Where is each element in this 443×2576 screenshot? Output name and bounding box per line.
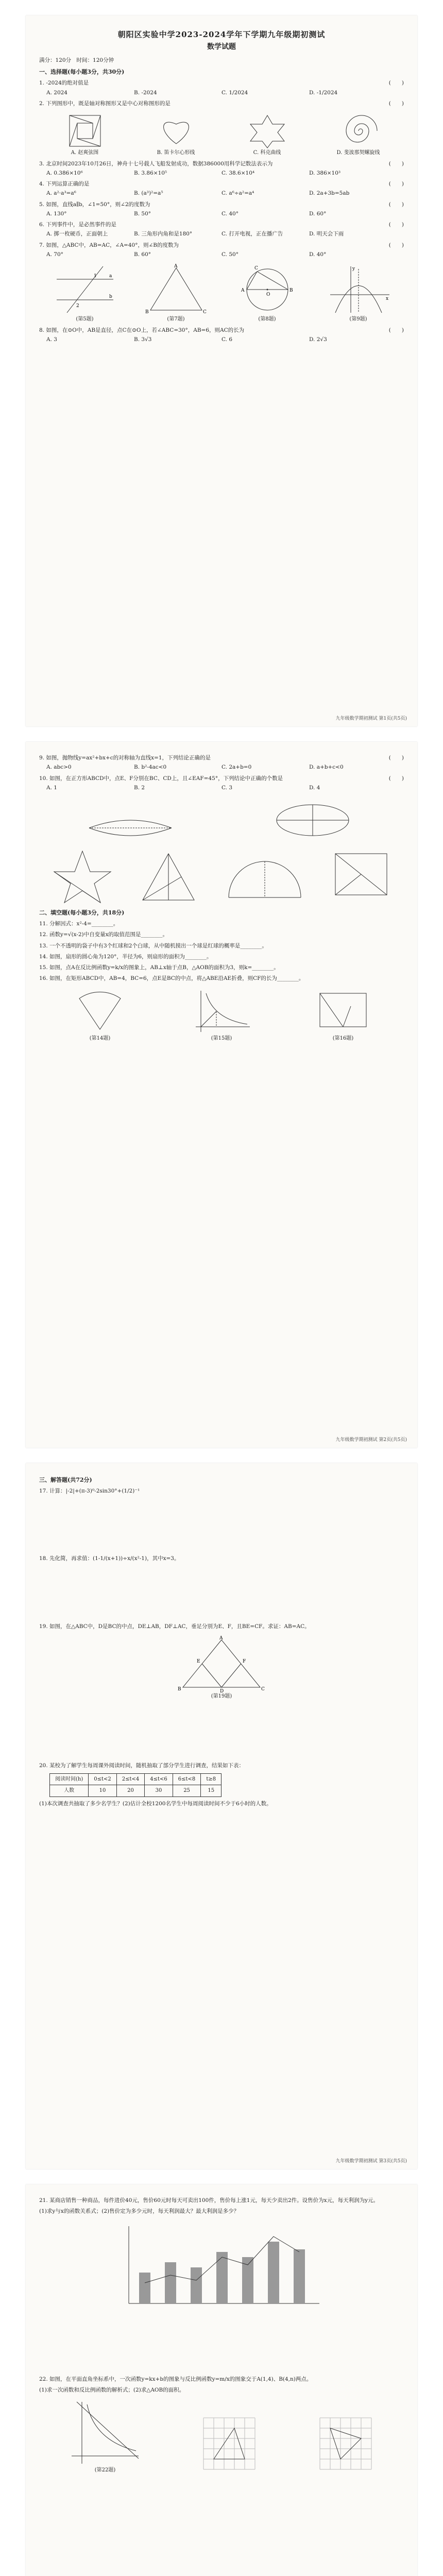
chart-bar bbox=[268, 2242, 279, 2303]
coordinate-grid-diagram bbox=[66, 2399, 144, 2466]
star-geometry-diagram bbox=[52, 849, 113, 905]
figure-q8: A B C O (第8题) bbox=[234, 264, 301, 324]
semicircle-diagram bbox=[224, 849, 306, 905]
exam-meta: 满分：120分 时间：120分钟 bbox=[39, 57, 114, 63]
question-5-options: A. 130° B. 50° C. 40° D. 60° bbox=[46, 210, 327, 217]
page-1-figures bbox=[39, 264, 404, 324]
question-10: 10. 如图，在正方形ABCD中，点E、F分别在BC、CD上，且∠EAF=45°，下列结论中正确的个数是 ( ) bbox=[39, 775, 404, 782]
figure-q9: x y (第9题) bbox=[325, 264, 392, 324]
svg-text:B: B bbox=[178, 1686, 181, 1692]
svg-text:a: a bbox=[109, 274, 112, 279]
reading-time-table bbox=[49, 1773, 222, 1797]
svg-text:x: x bbox=[385, 296, 388, 302]
question-2-figures bbox=[39, 113, 404, 157]
svg-text:C: C bbox=[202, 310, 207, 315]
question-22: 22. 如图，在平面直角坐标系中，一次函数y=kx+b的图象与反比例函数y=m/x的图象交于A(1,4)、B(4,n)两点。 bbox=[39, 2376, 312, 2382]
bar-line-chart bbox=[113, 2221, 330, 2314]
page-footer: 九年级数学期初测试 第1页(共5页) bbox=[335, 716, 407, 721]
page-2-figures-bottom bbox=[39, 988, 404, 1043]
svg-text:y: y bbox=[352, 266, 355, 272]
exam-subject: 数学试题 bbox=[207, 43, 236, 52]
figure-arc bbox=[84, 797, 177, 843]
svg-text:D: D bbox=[220, 1688, 224, 1692]
question-19: 19. 如图，在△ABC中，D是BC的中点，DE⊥AB，DF⊥AC，垂足分别为E、F，且BE=CF。求证：AB=AC。 bbox=[39, 1623, 310, 1630]
question-9-options: A. abc>0 B. b²-4ac<0 C. 2a+b=0 D. a+b+c<0 bbox=[46, 764, 344, 771]
page-3-figures bbox=[39, 1636, 404, 1701]
triangle-construction-diagram bbox=[138, 849, 199, 905]
page-footer: 九年级数学期初测试 第2页(共5页) bbox=[335, 1437, 407, 1443]
answer-space[interactable] bbox=[39, 2316, 404, 2372]
chart-bar bbox=[191, 2267, 202, 2303]
question-12: 12. 函数y=√(x-2)中自变量x的取值范围是________。 bbox=[39, 931, 168, 938]
answer-space[interactable] bbox=[39, 1702, 404, 1759]
sector-diagram bbox=[69, 988, 131, 1035]
question-21-subparts: (1)求y与x的函数关系式；(2)售价定为多少元时，每天利润最大？最大利润是多少？ bbox=[39, 2208, 240, 2215]
figure-semicircle bbox=[224, 849, 306, 905]
figure-q14: (第14题) bbox=[69, 988, 131, 1043]
spiral-icon bbox=[335, 113, 382, 149]
question-7-options: A. 70° B. 60° C. 50° D. 40° bbox=[46, 251, 327, 258]
figure-rectangle-fold bbox=[330, 849, 392, 905]
figure-star bbox=[52, 849, 113, 905]
question-16: 16. 如图，在矩形ABCD中，AB=4，BC=6，点E是BC的中点，将△ABE沿AE折叠，则CF的长为________。 bbox=[39, 975, 304, 982]
question-20-subparts: (1)本次调查共抽取了多少名学生？(2)估计全校1200名学生中每周阅读时间不少于6小时的人数。 bbox=[39, 1800, 272, 1807]
page-footer: 九年级数学期初测试 第3页(共5页) bbox=[335, 2159, 407, 2164]
figure-q22-grid-a bbox=[198, 2413, 260, 2475]
ellipse-diagram bbox=[266, 797, 359, 843]
chart-bar bbox=[294, 2249, 305, 2303]
section-heading: 一、选择题(每小题3分，共30分) bbox=[39, 69, 125, 76]
figure-q7: A B C (第7题) bbox=[143, 264, 210, 324]
svg-text:A: A bbox=[219, 1635, 223, 1641]
svg-text:C: C bbox=[254, 266, 258, 272]
answer-space[interactable] bbox=[39, 1563, 404, 1620]
svg-text:A: A bbox=[241, 288, 244, 294]
page-2 bbox=[26, 742, 417, 1448]
question-3: 3. 北京时间2023年10月26日，神舟十七号载人飞船发射成功，数据386000用科学记数法表示为 ( ) bbox=[39, 160, 404, 167]
section-heading: 三、解答题(共72分) bbox=[39, 1477, 92, 1483]
figure-ellipse bbox=[266, 797, 359, 843]
svg-text:2: 2 bbox=[76, 303, 79, 309]
section-heading: 二、填空题(每小题3分，共18分) bbox=[39, 909, 125, 917]
question-6: 6. 下列事件中，是必然事件的是 ( ) bbox=[39, 222, 404, 228]
figure-option-d: D. 斐波那契螺旋线 bbox=[335, 113, 382, 157]
question-1: 1. -2024的绝对值是 ( ) bbox=[39, 80, 404, 87]
square-pattern-icon bbox=[62, 113, 108, 149]
grid-diagram bbox=[198, 2413, 260, 2475]
question-11: 11. 分解因式：x²-4=________。 bbox=[39, 921, 119, 927]
answer-space[interactable] bbox=[39, 1808, 404, 1865]
figure-q22-grid-b bbox=[315, 2413, 377, 2475]
figure-q15: (第15题) bbox=[191, 988, 252, 1043]
question-20: 20. 某校为了解学生每周课外阅读时间，随机抽取了部分学生进行调查，结果如下表： bbox=[39, 1762, 245, 1769]
question-21: 21. 某商店销售一种商品，每件进价40元，售价60元时每天可卖出100件，售价每上涨1元，每天少卖出2件。设售价为x元，每天利润为y元。 bbox=[39, 2197, 379, 2204]
svg-text:A: A bbox=[174, 264, 177, 269]
figure-option-b: B. 笛卡尔心形线 bbox=[153, 113, 199, 157]
table-header-row: 阅读时间(h) 0≤t<2 2≤t<4 4≤t<6 6≤t<8 t≥8 bbox=[50, 1773, 222, 1785]
question-10-options: A. 1 B. 2 C. 3 D. 4 bbox=[46, 784, 320, 791]
circle-diagram bbox=[234, 264, 301, 315]
question-14: 14. 如图，扇形的圆心角为120°，半径为6，则扇形的面积为________。 bbox=[39, 953, 212, 960]
svg-text:b: b bbox=[109, 294, 112, 300]
svg-text:O: O bbox=[266, 292, 270, 298]
question-1-options: A. 2024 B. -2024 C. 1/2024 D. -1/2024 bbox=[46, 89, 338, 96]
svg-text:F: F bbox=[243, 1658, 246, 1664]
statistics-chart bbox=[113, 2221, 330, 2314]
page-4-figures bbox=[39, 2399, 404, 2475]
koch-snowflake-icon bbox=[244, 113, 291, 149]
triangle-perpendicular-diagram bbox=[175, 1636, 268, 1692]
page-2-figures-mid bbox=[39, 849, 404, 905]
question-5: 5. 如图，直线a∥b，∠1=50°，则∠2的度数为 ( ) bbox=[39, 201, 404, 208]
question-6-options: A. 掷一枚硬币，正面朝上 B. 三角形内角和是180° C. 打开电视，正在播广告 D. 明天会下雨 bbox=[46, 231, 344, 238]
question-18: 18. 先化简，再求值：(1-1/(x+1))÷x/(x²-1)，其中x=3。 bbox=[39, 1555, 180, 1562]
question-2: 2. 下列图形中，既是轴对称图形又是中心对称图形的是 ( ) bbox=[39, 100, 404, 107]
parallel-lines-diagram bbox=[52, 264, 118, 315]
question-3-options: A. 0.386×10⁶ B. 3.86×10⁵ C. 38.6×10⁴ D. 386×10³ bbox=[46, 170, 341, 176]
question-4-options: A. a²·a³=a⁶ B. (a³)²=a⁵ C. a⁶÷a²=a⁴ D. 2a+3b=5ab bbox=[46, 190, 350, 197]
answer-space[interactable] bbox=[39, 1495, 404, 1552]
figure-triangle-2 bbox=[138, 849, 199, 905]
chart-bar bbox=[216, 2252, 228, 2303]
svg-text:E: E bbox=[197, 1658, 200, 1664]
fold-rectangle-diagram bbox=[312, 988, 374, 1035]
svg-text:C: C bbox=[261, 1686, 265, 1692]
figure-option-c: C. 科克曲线 bbox=[244, 113, 291, 157]
svg-text:1: 1 bbox=[93, 274, 97, 279]
question-15: 15. 如图，点A在反比例函数y=k/x的图象上，AB⊥x轴于点B，△AOB的面积为3，则k=________。 bbox=[39, 964, 279, 971]
page-4 bbox=[26, 2184, 417, 2576]
figure-option-a: A. 赵爽弦图 bbox=[62, 113, 108, 157]
question-8: 8. 如图，在⊙O中，AB是直径，点C在⊙O上，若∠ABC=30°，AB=6，则AC的长为 ( ) bbox=[39, 327, 404, 333]
answer-space[interactable] bbox=[39, 2477, 404, 2533]
figure-q16: (第16题) bbox=[312, 988, 374, 1043]
figure-q19: A B C D E F (第19题) bbox=[175, 1636, 268, 1701]
chart-bar bbox=[139, 2273, 150, 2303]
hyperbola-diagram bbox=[191, 988, 252, 1035]
heart-curve-icon bbox=[153, 113, 199, 149]
rectangle-fold-diagram bbox=[330, 849, 392, 905]
triangle-diagram bbox=[143, 264, 210, 315]
exam-title: 朝阳区实验中学2023-2024学年下学期九年级期初测试 bbox=[117, 30, 326, 39]
page-3 bbox=[26, 1463, 417, 2169]
question-7: 7. 如图，△ABC中，AB=AC，∠A=40°，则∠B的度数为 ( ) bbox=[39, 242, 404, 248]
svg-text:B: B bbox=[289, 288, 293, 294]
question-13: 13. 一个不透明的袋子中有3个红球和2个白球，从中随机摸出一个球是红球的概率是________。 bbox=[39, 942, 267, 949]
parabola-diagram bbox=[325, 264, 392, 315]
question-9: 9. 如图，抛物线y=ax²+bx+c的对称轴为直线x=1，下列结论正确的是 ( ) bbox=[39, 755, 404, 761]
question-22-subparts: (1)求一次函数和反比例函数的解析式；(2)求△AOB的面积。 bbox=[39, 2386, 185, 2393]
question-8-options: A. 3 B. 3√3 C. 6 D. 2√3 bbox=[46, 336, 327, 343]
figure-q5: 1 2 a b (第5题) bbox=[52, 264, 118, 324]
question-17: 17. 计算：|-2|+(π-3)⁰-2sin30°+(1/2)⁻¹ bbox=[39, 1488, 140, 1495]
grid-diagram bbox=[315, 2413, 377, 2475]
table-row: 人数 10 20 30 25 15 bbox=[50, 1785, 222, 1797]
page-2-figures-top bbox=[39, 797, 404, 843]
figure-q22: (第22题) bbox=[66, 2399, 144, 2475]
chart-bar bbox=[242, 2257, 253, 2303]
chart-bar bbox=[165, 2262, 176, 2303]
page-4-chart bbox=[39, 2221, 404, 2314]
page-1 bbox=[26, 15, 417, 726]
question-4: 4. 下列运算正确的是 ( ) bbox=[39, 181, 404, 188]
svg-text:B: B bbox=[145, 310, 149, 315]
arc-diagram bbox=[84, 797, 177, 843]
